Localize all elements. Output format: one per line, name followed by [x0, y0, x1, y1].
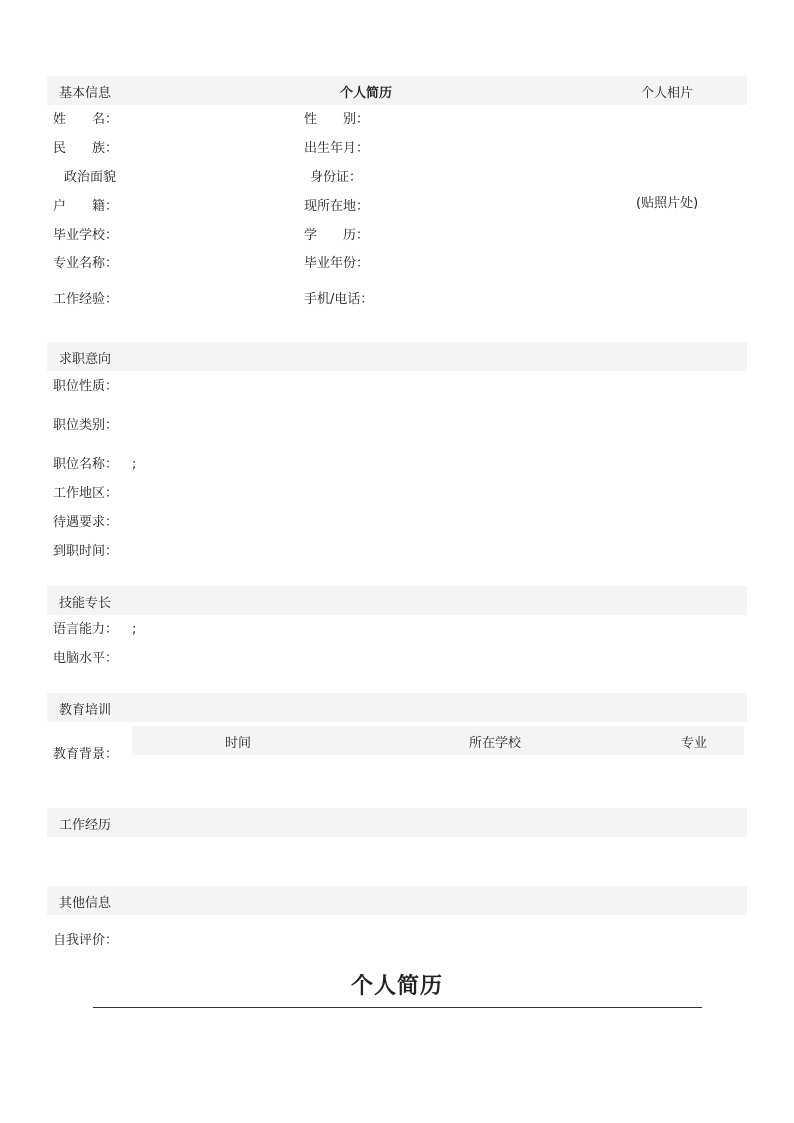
job-category-label: 职位类别： [53, 418, 119, 433]
education-background-label: 教育背景： [53, 747, 119, 762]
other-info-header [47, 886, 747, 915]
photo-label: 个人相片 [641, 86, 694, 101]
computer-label: 电脑水平： [53, 651, 119, 666]
experience-label: 工作经验： [53, 292, 119, 307]
work-history-header [47, 808, 747, 837]
political-label: 政治面貌 [64, 170, 117, 185]
skills-label: 技能专长 [59, 596, 112, 611]
basic-info-header [47, 76, 747, 105]
work-area-label: 工作地区： [53, 486, 119, 501]
degree-label: 学 历： [304, 228, 370, 243]
skills-header [47, 586, 747, 615]
job-nature-label: 职位性质： [53, 379, 119, 394]
education-label: 教育培训 [59, 703, 112, 718]
salary-label: 待遇要求： [53, 515, 119, 530]
job-name-value: ; [132, 457, 137, 472]
language-value: ; [132, 622, 137, 637]
photo-placeholder: (贴照片处) [636, 196, 699, 211]
education-table-header [132, 726, 744, 755]
col-major: 专业 [681, 736, 708, 751]
gender-label: 性 别： [304, 112, 370, 127]
job-intent-header [47, 342, 747, 371]
footer-divider [93, 1007, 702, 1008]
major-label: 专业名称： [53, 256, 119, 271]
col-time: 时间 [225, 736, 252, 751]
self-evaluation-label: 自我评价： [53, 933, 119, 948]
grad-year-label: 毕业年份： [304, 256, 370, 271]
id-card-label: 身份证： [310, 170, 363, 185]
resume-title: 个人简历 [340, 86, 393, 101]
education-header [47, 693, 747, 722]
job-intent-label: 求职意向 [59, 352, 112, 367]
work-history-label: 工作经历 [59, 818, 112, 833]
basic-info-label: 基本信息 [59, 86, 112, 101]
language-label: 语言能力： [53, 622, 119, 637]
school-label: 毕业学校： [53, 228, 119, 243]
ethnicity-label: 民 族： [53, 141, 119, 156]
birth-label: 出生年月： [304, 141, 370, 156]
location-label: 现所在地： [304, 199, 370, 214]
hukou-label: 户 籍： [53, 199, 119, 214]
col-school: 所在学校 [469, 736, 522, 751]
name-label: 姓 名： [53, 112, 119, 127]
footer-title: 个人简历 [350, 973, 443, 999]
other-info-label: 其他信息 [59, 896, 112, 911]
job-name-label: 职位名称： [53, 457, 119, 472]
start-time-label: 到职时间： [53, 544, 119, 559]
phone-label: 手机/电话： [304, 292, 374, 307]
